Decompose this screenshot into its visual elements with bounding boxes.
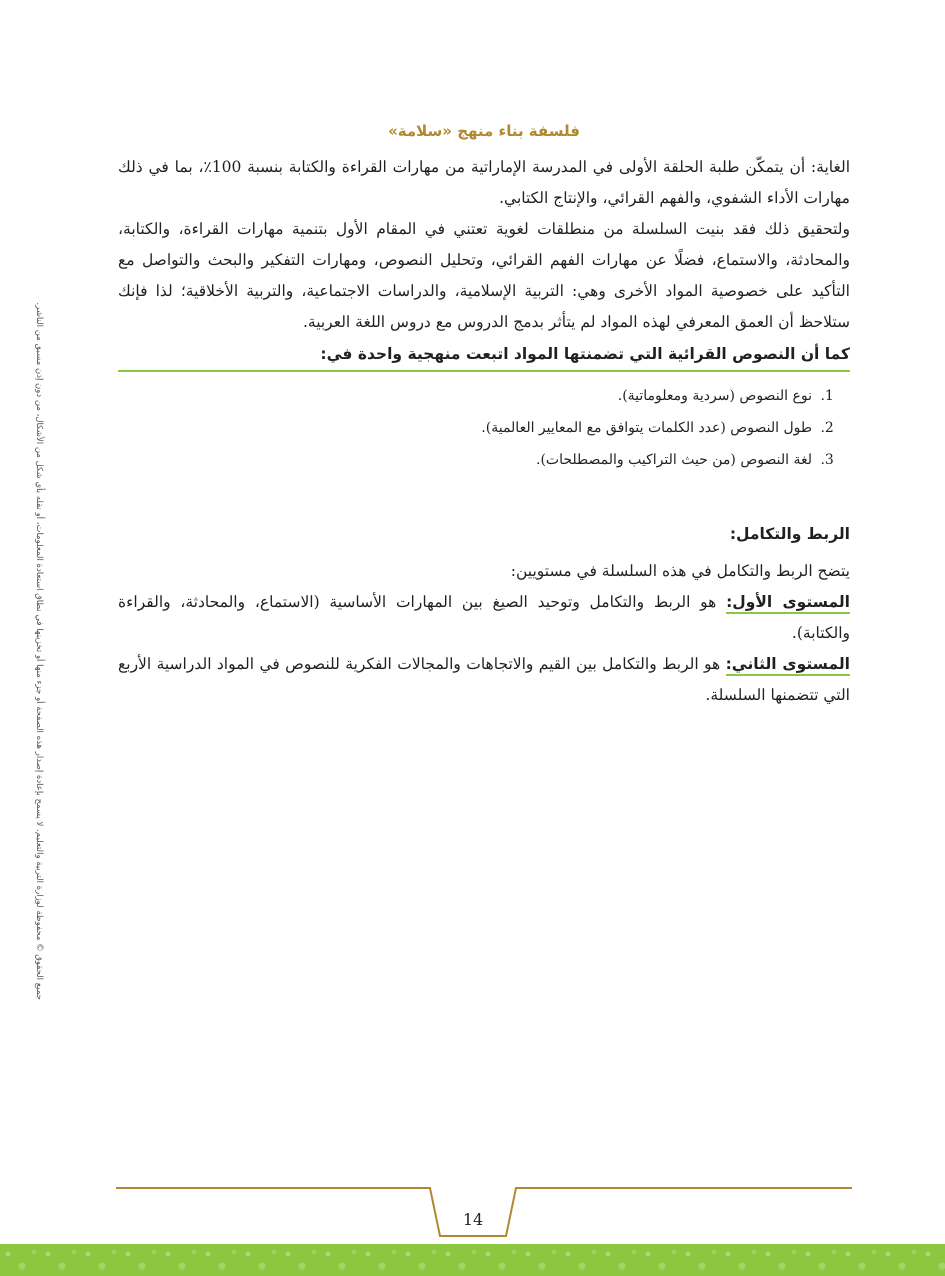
list-item: 1. نوع النصوص (سردية ومعلوماتية). [118, 380, 816, 412]
decorative-bottom-band [0, 1244, 945, 1276]
level-two-paragraph [118, 649, 850, 711]
goal-paragraph: الغاية: أن يتمكّن طلبة الحلقة الأولى في المدرسة الإماراتية من مهارات القراءة والكتابة بنسبة 100٪، بما في ذلك مهارات الأداء الشفوي، والفهم القرائي، والإنتاج الكتابي. [118, 158, 851, 207]
methodology-list [118, 380, 850, 476]
copyright-side-note: جميع الحقوق © محفوظة لوزارة التربية والتعليم. لا يسمح بإعادة إصدار هذه الصفحة أو جزء منها أو تخزينها في نطاق استعادة المعلومات، أو نقله بأي شكل من الأشكال، من دون إذن مسبق من الناشر. [34, 302, 44, 1000]
level-two-label: المستوى الثاني: [726, 655, 850, 676]
list-item: 2. طول النصوص (عدد الكلمات يتوافق مع المعايير العالمية). [118, 412, 816, 444]
level-one-label: المستوى الأول: [726, 593, 850, 614]
main-content [118, 122, 850, 711]
page-number: 14 [462, 1210, 484, 1229]
level-one-paragraph [118, 587, 850, 649]
level-two-text: هو الربط والتكامل بين القيم والاتجاهات والمجالات الفكرية للنصوص في المواد الدراسية الأربع التي تتضمنها السلسلة. [118, 655, 850, 704]
integration-intro: يتضح الربط والتكامل في هذه السلسلة في مستويين: [510, 562, 850, 580]
approach-paragraph: ولتحقيق ذلك فقد بنيت السلسلة من منطلقات لغوية تعتني في المقام الأول بتنمية مهارات القراءة، والكتابة، والمحادثة، والاستماع، فضلًا عن مهارات الفهم القرائي، وتحليل النصوص، ومهارات التفكير والبحث والتواصل مع التأكيد على خصوصية المواد الأخرى وهي: التربية الإسلامية، والدراسات الاجتماعية، والتربية الأخلاقية؛ لذا فإنك ستلاحظ أن العمق المعرفي لهذه المواد لم يتأثر بدمج الدروس مع دروس اللغة العربية. [118, 220, 850, 331]
page-title: فلسفة بناء منهج «سلامة» [388, 122, 580, 140]
integration-heading: الربط والتكامل: [729, 525, 850, 543]
texts-methodology-heading: كما أن النصوص القرائية التي تضمنتها المواد اتبعت منهجية واحدة في: [118, 340, 850, 372]
level-one-text: هو الربط والتكامل وتوحيد الصيغ بين المهارات الأساسية (الاستماع، والمحادثة، والقراءة والكتابة). [118, 593, 850, 642]
list-item: 3. لغة النصوص (من حيث التراكيب والمصطلحات). [118, 444, 816, 476]
